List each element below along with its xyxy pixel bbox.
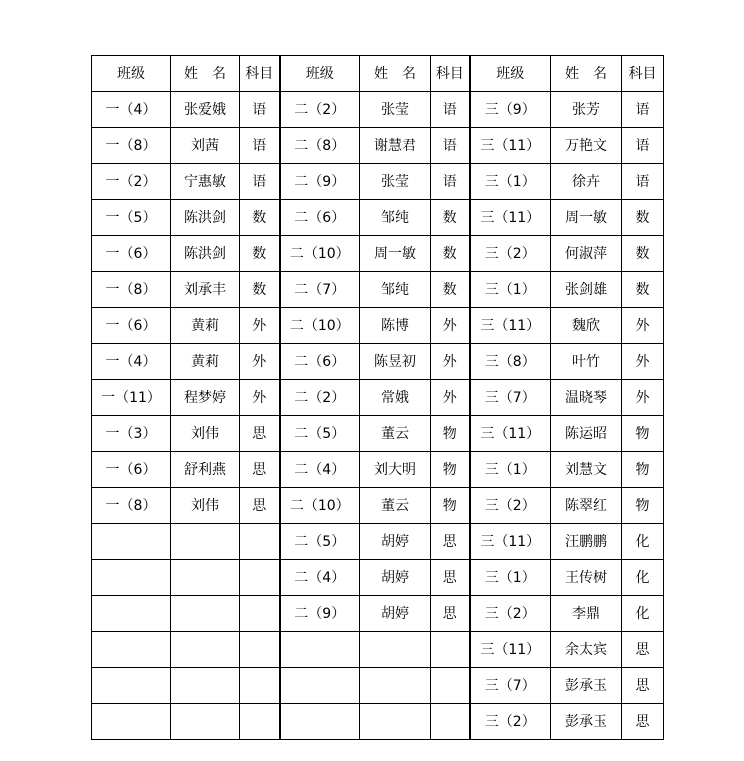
header-name-1: 姓 名 (171, 56, 240, 92)
cell-name-1: 黄莉 (171, 344, 240, 380)
table-row (92, 272, 664, 308)
cell-name-1: 程梦婷 (171, 380, 240, 416)
cell-name-3: 魏欣 (551, 308, 622, 344)
cell-name-1: 刘伟 (171, 488, 240, 524)
cell-class-2: 二（9） (280, 596, 360, 632)
cell-class-3: 三（11） (470, 524, 551, 560)
header-name-2: 姓 名 (360, 56, 431, 92)
header-class-2: 班级 (280, 56, 360, 92)
cell-subject-1: 思 (240, 488, 280, 524)
cell-subject-3: 物 (622, 452, 664, 488)
cell-name-3: 陈运昭 (551, 416, 622, 452)
cell-subject-3: 化 (622, 560, 664, 596)
table-body (92, 56, 664, 740)
cell-subject-3: 思 (622, 632, 664, 668)
cell-class-1: 一（8） (92, 488, 171, 524)
cell-name-2: 董云 (360, 488, 431, 524)
cell-name-3: 何淑萍 (551, 236, 622, 272)
cell-class-2: 二（10） (280, 236, 360, 272)
cell-name-2: 胡婷 (360, 524, 431, 560)
cell-name-1 (171, 704, 240, 740)
cell-name-2: 谢慧君 (360, 128, 431, 164)
table-row (92, 236, 664, 272)
cell-class-2 (280, 632, 360, 668)
cell-class-3: 三（7） (470, 668, 551, 704)
cell-subject-2 (431, 668, 470, 704)
cell-class-2: 二（6） (280, 344, 360, 380)
cell-class-3: 三（11） (470, 200, 551, 236)
cell-name-2: 陈博 (360, 308, 431, 344)
cell-name-1 (171, 560, 240, 596)
cell-name-1: 黄莉 (171, 308, 240, 344)
table-row (92, 344, 664, 380)
cell-class-1 (92, 704, 171, 740)
cell-subject-2: 思 (431, 560, 470, 596)
cell-name-1 (171, 524, 240, 560)
cell-name-3: 张芳 (551, 92, 622, 128)
cell-subject-3: 数 (622, 272, 664, 308)
cell-subject-1: 语 (240, 164, 280, 200)
cell-name-1 (171, 632, 240, 668)
cell-subject-3: 化 (622, 596, 664, 632)
table-row (92, 488, 664, 524)
table-row (92, 164, 664, 200)
cell-class-3: 三（7） (470, 380, 551, 416)
cell-name-2: 董云 (360, 416, 431, 452)
cell-name-3: 余太宾 (551, 632, 622, 668)
cell-subject-2: 语 (431, 164, 470, 200)
cell-class-2: 二（9） (280, 164, 360, 200)
cell-name-2: 周一敏 (360, 236, 431, 272)
cell-subject-1 (240, 560, 280, 596)
cell-subject-2: 语 (431, 128, 470, 164)
cell-class-3: 三（1） (470, 272, 551, 308)
cell-class-2: 二（8） (280, 128, 360, 164)
cell-name-1 (171, 596, 240, 632)
table-row (92, 668, 664, 704)
cell-subject-1 (240, 668, 280, 704)
cell-name-2 (360, 704, 431, 740)
cell-class-2: 二（5） (280, 524, 360, 560)
cell-class-3: 三（1） (470, 452, 551, 488)
cell-class-3: 三（2） (470, 704, 551, 740)
cell-subject-3: 语 (622, 92, 664, 128)
cell-class-1 (92, 524, 171, 560)
cell-subject-2: 物 (431, 452, 470, 488)
cell-subject-2: 物 (431, 488, 470, 524)
cell-name-2 (360, 668, 431, 704)
cell-subject-2: 思 (431, 596, 470, 632)
cell-name-2: 邹纯 (360, 200, 431, 236)
cell-class-1: 一（5） (92, 200, 171, 236)
cell-name-1: 刘茜 (171, 128, 240, 164)
cell-name-2: 刘大明 (360, 452, 431, 488)
cell-subject-1: 语 (240, 92, 280, 128)
cell-name-3: 徐卉 (551, 164, 622, 200)
cell-class-2: 二（10） (280, 308, 360, 344)
cell-subject-1: 数 (240, 236, 280, 272)
cell-class-2: 二（2） (280, 380, 360, 416)
cell-subject-3: 思 (622, 704, 664, 740)
cell-subject-1: 语 (240, 128, 280, 164)
cell-class-2: 二（4） (280, 560, 360, 596)
cell-subject-1: 数 (240, 200, 280, 236)
cell-class-2 (280, 704, 360, 740)
teacher-assignment-table (91, 55, 664, 740)
cell-subject-3: 语 (622, 164, 664, 200)
table-row (92, 380, 664, 416)
cell-class-1 (92, 560, 171, 596)
cell-subject-2: 数 (431, 236, 470, 272)
cell-name-2: 陈昱初 (360, 344, 431, 380)
cell-class-3: 三（2） (470, 488, 551, 524)
header-class-1: 班级 (92, 56, 171, 92)
cell-name-1: 刘承丰 (171, 272, 240, 308)
cell-subject-3: 物 (622, 416, 664, 452)
cell-name-2: 胡婷 (360, 560, 431, 596)
header-class-3: 班级 (470, 56, 551, 92)
cell-subject-3: 化 (622, 524, 664, 560)
cell-subject-3: 外 (622, 308, 664, 344)
cell-class-2: 二（2） (280, 92, 360, 128)
cell-class-2: 二（6） (280, 200, 360, 236)
cell-subject-2: 数 (431, 200, 470, 236)
cell-name-1: 舒利燕 (171, 452, 240, 488)
cell-class-2 (280, 668, 360, 704)
cell-name-3: 周一敏 (551, 200, 622, 236)
header-subject-3: 科目 (622, 56, 664, 92)
cell-subject-2: 语 (431, 92, 470, 128)
cell-subject-2: 数 (431, 272, 470, 308)
cell-class-1: 一（6） (92, 308, 171, 344)
cell-subject-3: 物 (622, 488, 664, 524)
cell-name-3: 汪鹏鹏 (551, 524, 622, 560)
cell-name-3: 万艳文 (551, 128, 622, 164)
cell-class-1 (92, 596, 171, 632)
cell-class-2: 二（4） (280, 452, 360, 488)
cell-subject-1: 思 (240, 416, 280, 452)
cell-subject-1 (240, 524, 280, 560)
table-row (92, 308, 664, 344)
cell-class-3: 三（11） (470, 128, 551, 164)
cell-class-2: 二（5） (280, 416, 360, 452)
cell-name-3: 叶竹 (551, 344, 622, 380)
cell-name-2: 胡婷 (360, 596, 431, 632)
table-row (92, 560, 664, 596)
cell-subject-2: 外 (431, 308, 470, 344)
cell-class-1 (92, 668, 171, 704)
cell-subject-2: 物 (431, 416, 470, 452)
cell-class-1 (92, 632, 171, 668)
cell-class-1: 一（3） (92, 416, 171, 452)
cell-name-2: 邹纯 (360, 272, 431, 308)
cell-subject-3: 语 (622, 128, 664, 164)
cell-subject-2 (431, 632, 470, 668)
cell-class-3: 三（11） (470, 308, 551, 344)
cell-class-3: 三（11） (470, 416, 551, 452)
cell-class-2: 二（7） (280, 272, 360, 308)
table-row (92, 596, 664, 632)
cell-name-3: 陈翠红 (551, 488, 622, 524)
cell-class-3: 三（1） (470, 164, 551, 200)
cell-subject-3: 思 (622, 668, 664, 704)
cell-subject-1: 数 (240, 272, 280, 308)
cell-name-1: 宁惠敏 (171, 164, 240, 200)
cell-subject-3: 外 (622, 344, 664, 380)
cell-class-1: 一（6） (92, 236, 171, 272)
cell-subject-1 (240, 596, 280, 632)
cell-class-2: 二（10） (280, 488, 360, 524)
cell-subject-1 (240, 632, 280, 668)
cell-subject-1: 外 (240, 380, 280, 416)
cell-subject-3: 数 (622, 200, 664, 236)
cell-name-2 (360, 632, 431, 668)
cell-name-2: 张莹 (360, 164, 431, 200)
header-name-3: 姓 名 (551, 56, 622, 92)
table-row (92, 200, 664, 236)
cell-name-1: 陈洪剑 (171, 200, 240, 236)
cell-subject-1 (240, 704, 280, 740)
cell-name-3: 张剑雄 (551, 272, 622, 308)
cell-subject-1: 外 (240, 308, 280, 344)
cell-name-2: 张莹 (360, 92, 431, 128)
cell-class-1: 一（2） (92, 164, 171, 200)
cell-subject-1: 外 (240, 344, 280, 380)
cell-class-1: 一（6） (92, 452, 171, 488)
cell-name-1: 张爱娥 (171, 92, 240, 128)
cell-name-3: 王传树 (551, 560, 622, 596)
header-subject-1: 科目 (240, 56, 280, 92)
cell-subject-2 (431, 704, 470, 740)
cell-subject-2: 思 (431, 524, 470, 560)
cell-name-1: 陈洪剑 (171, 236, 240, 272)
table-row (92, 704, 664, 740)
header-subject-2: 科目 (431, 56, 470, 92)
cell-subject-3: 外 (622, 380, 664, 416)
table-row (92, 416, 664, 452)
cell-subject-1: 思 (240, 452, 280, 488)
cell-class-1: 一（4） (92, 344, 171, 380)
table-row (92, 524, 664, 560)
cell-name-3: 李鼎 (551, 596, 622, 632)
cell-name-1 (171, 668, 240, 704)
cell-subject-2: 外 (431, 344, 470, 380)
cell-subject-3: 数 (622, 236, 664, 272)
cell-class-3: 三（8） (470, 344, 551, 380)
table-row (92, 632, 664, 668)
cell-class-3: 三（2） (470, 596, 551, 632)
cell-name-3: 彭承玉 (551, 668, 622, 704)
table-row (92, 92, 664, 128)
table-row (92, 128, 664, 164)
table-row (92, 452, 664, 488)
cell-name-2: 常娥 (360, 380, 431, 416)
cell-class-3: 三（9） (470, 92, 551, 128)
cell-class-3: 三（2） (470, 236, 551, 272)
cell-class-1: 一（11） (92, 380, 171, 416)
cell-class-1: 一（4） (92, 92, 171, 128)
cell-name-1: 刘伟 (171, 416, 240, 452)
cell-class-3: 三（1） (470, 560, 551, 596)
cell-class-1: 一（8） (92, 128, 171, 164)
cell-class-3: 三（11） (470, 632, 551, 668)
cell-class-1: 一（8） (92, 272, 171, 308)
cell-name-3: 彭承玉 (551, 704, 622, 740)
cell-name-3: 刘慧文 (551, 452, 622, 488)
cell-name-3: 温晓琴 (551, 380, 622, 416)
table-header-row (92, 56, 664, 92)
cell-subject-2: 外 (431, 380, 470, 416)
